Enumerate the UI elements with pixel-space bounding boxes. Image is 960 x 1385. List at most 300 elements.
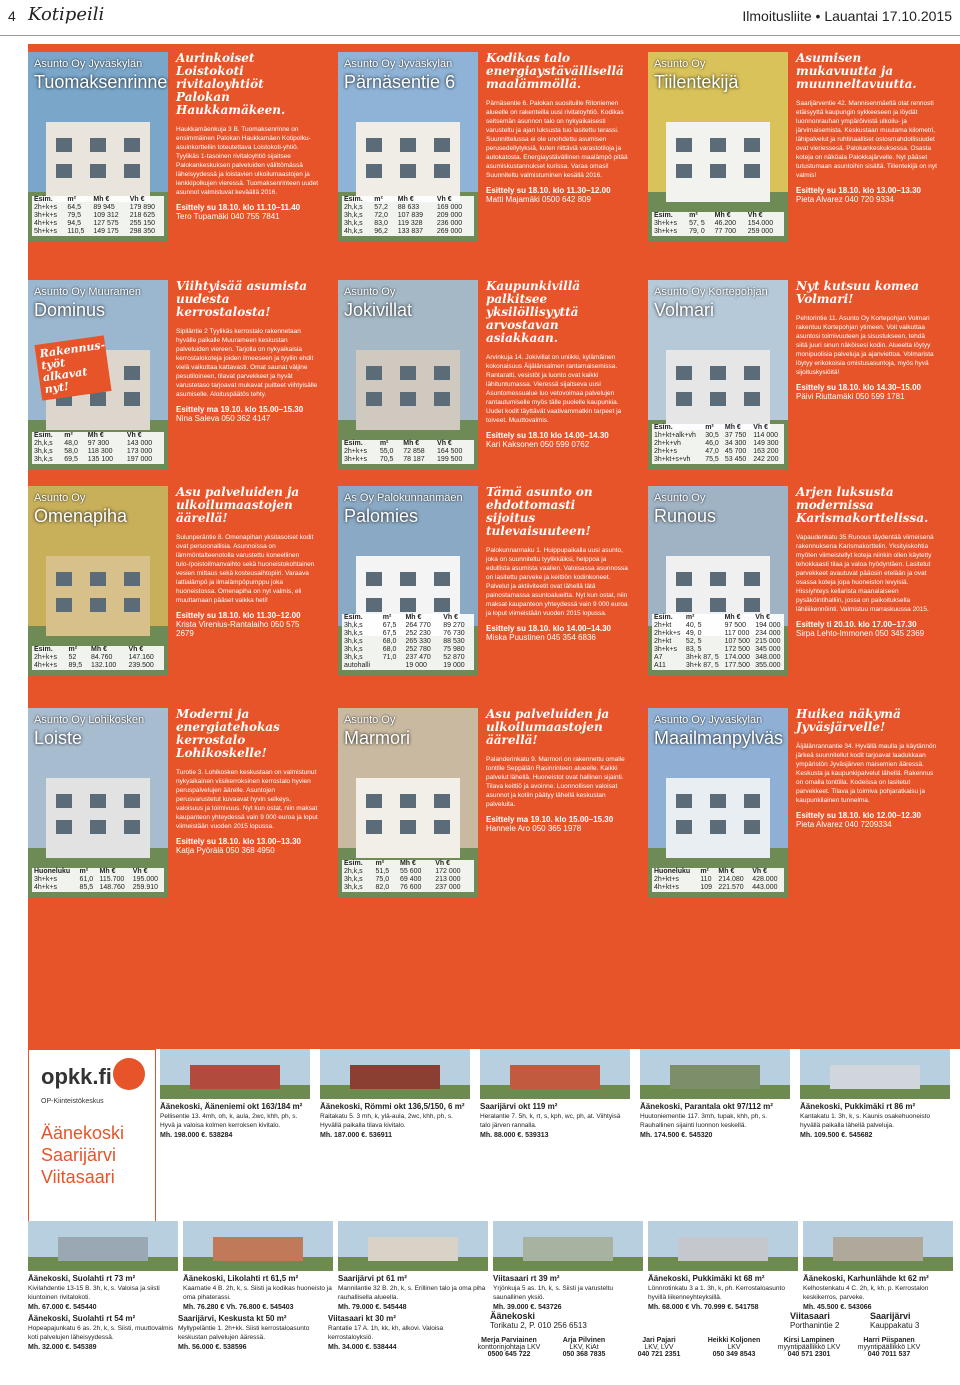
listing-headline: Viihtyisää asumista uudesta kerrostalosta! [176,279,308,319]
table-row [342,440,474,448]
listing [338,52,630,242]
small-ad-price: Mh. 45.500 €. 543066 [803,1304,872,1311]
table-cell: 117 000 [724,630,750,637]
table-cell: 72 858 [403,448,425,455]
table-cell: 174.000 [724,654,750,661]
table-cell: 110 [700,876,712,883]
showing-time: Esittely su 18.10. klo 11.30–12.00 [176,611,301,620]
table-cell: Mh € [714,212,731,219]
table-cell: 46,0 [705,440,719,447]
table-cell: 348.000 [755,654,781,661]
property-name: Loiste [34,728,83,748]
table-row [652,646,784,654]
company-name: Asunto Oy [344,714,396,726]
listing-body: Haukkamäenkuja 3 B. Tuomaksenrinne on ensimmäinen Palokan Haukkamäen Kotipolku-asuinkortteliin toteutettava Loistokoti-yhtiö. Tyylikäs 1-tasoinen rivitaloyhtiö sijaitsee Palokankeskuksen palveluiden välittömässä läheisyydessä ja loistavien ulkoilumaastojen ja lenkkipolkujen vieressä. Tuomaksenrinteen uudet asunnot valmistuvat keväällä 2016. [176,126,319,196]
small-ad-title: Saarijärvi okt 119 m² [480,1102,558,1111]
table-cell: 67,5 [382,622,397,629]
table-cell: 355.000 [755,662,781,669]
table-row [32,876,164,884]
table-cell: 118 300 [87,448,113,455]
table-row [32,646,164,654]
table-cell: 70,5 [379,456,394,463]
table-row [342,204,474,212]
table-cell: 69,5 [64,456,78,463]
price-table [32,196,164,236]
table-cell: Vh € [437,440,452,447]
office-name: Saarijärvi [870,1311,911,1321]
showing-time: Esittely ma 19.10. klo 15.00–15.30 [176,405,304,414]
table-cell: 428.000 [752,876,778,883]
listing [28,52,320,242]
table-row [342,654,474,662]
table-cell: Mh € [718,868,735,875]
listing-info [486,486,628,676]
listing [338,708,630,898]
table-row [652,630,784,638]
small-ad [480,1049,630,1214]
table-cell: 107 500 [724,638,750,645]
table-row [652,440,784,448]
table-cell: 57, 5 [689,220,705,227]
table-cell: 197 000 [126,456,153,463]
listing-body: Vapaudenkatu 35 Runous täydentää viimeisenä rakennuksena Karismakorttelin. Yksityiskohtia myöten viimeistellyt koteja niinkin ollen käytetty tehokkaasti tilaa ja valoa hyödyntäen. Lasitetut parvekkeet avautuvat pääosin etelään ja ovat osassa koteja jopa huoneiston levyisiä. Hissiyhteys kellarista maanalaiseen pysäköintihalliin, jossa on paikoituksella lähiliikennöinti. Valmistuu marraskuussa 2015. [796,534,934,613]
small-ad-title: Saarijärvi, Keskusta kt 50 m² [178,1314,287,1323]
small-ad-body: Huutoniementie 117. 3mh, tupak, khh, ph, s. Rauhallinen sijainti luonnon keskellä. [640,1113,768,1129]
table-cell: 55 600 [399,868,422,875]
table-cell: 75,5 [705,456,719,463]
table-cell: m² [64,432,73,439]
table-cell: Esim. [654,614,673,621]
agent-contact: Hannele Aro 050 365 1978 [486,824,582,833]
office [490,1311,587,1330]
table-cell: 269 000 [436,228,463,235]
table-cell: Huoneluku [34,868,71,875]
table-cell: 89 945 [93,204,115,211]
table-cell: m² [79,868,89,875]
small-ad-title: Äänekoski, Ääneniemi okt 163/184 m² [160,1102,303,1111]
table-cell: 19 000 [443,662,465,669]
table-cell: 242 200 [753,456,779,463]
small-ad-title: Äänekoski, Pukkimäki kt 68 m² [648,1274,765,1283]
showing-time: Esittely su 18.10. klo 14.00–14.30 [486,624,611,633]
small-ad-price: Mh. 68.000 € Vh. 70.999 €. 541758 [648,1304,759,1311]
table-cell: Vh € [132,868,148,875]
table-cell: 259.910 [132,884,159,891]
table-cell: 96,2 [374,228,388,235]
contact-phone: 0500 645 722 [487,1351,531,1358]
agent-contact: Sirpa Lehto-Immonen 050 345 2369 [796,629,925,638]
small-ad-photo [160,1049,310,1099]
table-cell: Esim. [654,424,673,431]
small-ad-price: Mh. 76.280 € Vh. 76.800 €. 545403 [183,1304,294,1311]
small-ad [160,1049,310,1214]
table-cell: 2h+k+s [654,448,677,455]
table-cell: 4h+kt+s [654,884,679,891]
table-cell: 37 750 [724,432,747,439]
house-image [493,1221,643,1271]
table-cell: 68,0 [382,638,397,645]
table-cell: Vh € [752,868,767,875]
table-cell: 3h+k+s [654,220,677,227]
table-row [342,456,474,464]
table-cell: 2h+kk+s [654,630,681,637]
house-image [320,1049,470,1099]
listing-body: Pehtorintie 11. Asunto Oy Kortepohjan Volmari rakentuu Kortepohjan ytimeen. Voit vaikuttaa asuntosi toimivuuteen ja sisustukseen, tehdä siitä juuri sinun näköisesi kodin. Alueelta löytyy monipuolisia palveluja ja ajanviettoa. Volmarista löytyy erikokoisia omistusasuntoja, myös hyvä sijoituskysiöitä! [796,315,934,376]
table-cell: Esim. [34,432,53,439]
table-row [342,448,474,456]
price-table [342,614,474,670]
table-cell: Huoneluku [654,868,691,875]
table-cell: 172 500 [724,646,750,653]
listing-headline: Asu palveluiden ja ulkoilumaastojen äärellä! [176,485,300,525]
contact-phone: 050 349 8543 [712,1351,756,1358]
contact-title: myyntipäällikkö LKV [857,1344,921,1351]
table-cell: m² [705,424,714,431]
small-ad-price: Mh. 34.000 €. 538444 [328,1344,397,1351]
table-cell: 3h,k,s [344,212,363,219]
listing-body: Sulunperäntie 8. Omenapihan yksitasoiset kodit ovat persoonallisia. Asunnoissa on lämmöntalteenotolla varustettu koneellinen tulo-/poistoilmanvaihto sekä huoneistokohtainen vesien mittaus sekä kosteusaihtopiiri. Varaava lattialämpö ja ilmalämpöpumppu joka huoneistossa. Omenapiha on nyt valmis, eli muuttamaan pääset vaikka heti! [176,534,315,604]
contact-phone: 040 571 2301 [787,1351,831,1358]
price-table [342,860,474,892]
table-cell: Vh € [436,196,452,203]
small-ad-title: Äänekoski, Römmi okt 136,5/150, 6 m² [320,1102,465,1111]
price-table [652,868,784,892]
small-ad-title: Viitasaari kt 30 m² [328,1314,396,1323]
table-cell: 58,0 [64,448,78,455]
table-cell: 119 328 [397,220,423,227]
table-cell: m² [700,868,709,875]
table-cell: A11 [654,662,666,669]
table-cell: Esim. [344,196,363,203]
opk-subtitle: OP-Kiinteistökeskus [41,1098,104,1105]
table-row [32,448,164,456]
small-ad-body: Kantakatu 1. 3h, k, s. Kaunis osakehuoneisto hyvällä paikalla lähellä palveluja. [800,1113,931,1129]
contact-card [695,1337,773,1358]
small-ad-photo [803,1221,953,1271]
table-cell: 3h,k,s [344,622,363,629]
property-name: Palomies [344,506,419,526]
listing-headline: Kaupunkivillä palkitsee yksilöllisyyttä arvostavan asiakkaan. [486,279,581,345]
small-ad-photo [338,1221,488,1271]
small-ad-title: Äänekoski, Suolahti rt 54 m² [28,1314,136,1323]
listing-info [176,52,318,242]
small-ad-body: Myllypeläntie 1. 2h+kk. Siisti kerrostaloasunto keskustan palvelujen ääressä. [178,1325,310,1341]
table-row [652,662,784,670]
listing [648,52,940,242]
table-row [342,228,474,236]
property-name: Runous [654,506,717,526]
table-cell: 443.000 [752,884,778,891]
table-cell: 2h,k,s [344,204,363,211]
table-cell: 1h+kt+alk+vh [654,432,696,439]
listing [648,486,940,676]
table-cell: 2h+k+s [344,448,367,455]
price-table [342,440,474,464]
small-ad-photo [493,1221,643,1271]
table-cell: m² [685,614,695,621]
contact-title: LKV, KiAt [569,1344,599,1351]
table-row [32,662,164,670]
table-cell: 195.000 [132,876,159,883]
table-row [342,868,474,876]
price-table [32,646,164,670]
table-cell: 237 470 [405,654,431,661]
table-cell: m² [68,646,78,653]
table-cell: 89,5 [68,662,83,669]
property-name: Volmari [654,300,715,320]
agent-contact: Päivi Riuttamäki 050 599 1781 [796,392,905,401]
small-ad [338,1221,488,1309]
table-row [652,638,784,646]
table-row [652,448,784,456]
table-cell: autohalli [344,662,371,669]
small-ad-price: Mh. 32.000 €. 545389 [28,1344,97,1351]
agent-contact: Tero Tupamäki 040 755 7841 [176,212,280,221]
small-ad-body: Kelhostenkatu 4 C. 2h, k, kh, p. Kerrostalon keskikerros, parveke. [803,1285,929,1301]
house-image [800,1049,950,1099]
table-cell: Esim. [344,440,363,447]
house-image [803,1221,953,1271]
opk-brand-box [28,1049,156,1224]
table-cell: Esim. [34,646,53,653]
table-cell: 57,2 [374,204,388,211]
table-row [342,220,474,228]
listing [28,486,320,676]
table-cell: 255 150 [129,220,155,227]
table-cell: m² [379,440,389,447]
table-cell: 89 270 [443,622,465,629]
table-cell: 169 000 [436,204,463,211]
listing-body: Turotie 3. Lohikosken keskustaan on valmistunut nykyaikainen viisikerroksinen kerrostalo hyvien peruspalvelujen äärelle. Asuntojen perusvarustetut kuvaavat hyvin selkeys, valoisuus ja toimivuus. Nyt kun ostat, niin maksat kaupanteon yhteydessä vain 9 000 euroa ja loput viimeistään vuoden 2015 lopussa. [176,769,318,830]
agent-contact: Katja Pyörälä 050 368 4950 [176,846,275,855]
table-cell: Mh € [399,860,416,867]
listing-headline: Aurinkoiset Loistokoti rivitaloyhtiöt Palokan Haukkamäkeen. [176,51,286,117]
opk-mark-icon [113,1058,145,1090]
table-cell: Mh € [405,614,422,621]
small-ad [328,1311,478,1383]
table-cell: 75 980 [443,646,465,653]
small-ad-price: Mh. 79.000 €. 545448 [338,1304,407,1311]
table-cell: 237 000 [435,884,461,891]
table-cell: 97 300 [87,440,110,447]
table-cell: 2h+kt [654,622,672,629]
table-row [652,614,784,622]
table-cell: 149 175 [93,228,119,235]
table-cell: m² [689,212,698,219]
company-name: Asunto Oy [34,492,86,504]
table-cell: Mh € [99,868,116,875]
small-ad-photo [320,1049,470,1099]
small-ad-price: Mh. 187.000 €. 536911 [320,1132,392,1139]
table-cell: 3h+k+s [654,646,677,653]
showing-time: Esittely su 18.10 klo 14.00–14.30 [486,431,609,440]
table-cell: 115.700 [99,876,125,883]
table-row [32,868,164,876]
small-ad-price: Mh. 109.500 €. 545682 [800,1132,873,1139]
showing-time: Esittely su 18.10. klo 11.30–12.00 [486,186,611,195]
table-cell: 3h+k+s [34,212,57,219]
table-row [32,228,164,236]
table-cell: Vh € [128,646,144,653]
office-name: Viitasaari [790,1311,830,1321]
company-name: Asunto Oy [654,492,706,504]
table-cell: 61,0 [79,876,94,883]
contact-name: Heikki Koljonen [707,1337,761,1344]
table-row [652,868,784,876]
office [870,1311,919,1330]
table-cell: 265 330 [405,638,431,645]
table-cell: 67,5 [382,630,397,637]
table-cell [381,662,404,670]
table-cell: 172 000 [435,868,461,875]
listing-info [486,52,628,242]
table-cell: 109 [700,884,712,891]
table-cell: m² [375,860,385,867]
table-cell: 88 633 [397,204,420,211]
small-ad-title: Äänekoski, Suolahti rt 73 m² [28,1274,136,1283]
table-cell: 239.500 [128,662,154,669]
small-ad-body: Pellisentie 13. 4mh, oh, k, aula, 2wc, khh, ph, s. Hyvä ja valoisa kolmen kerroksen kivitalo. [160,1113,298,1129]
small-ad-photo [640,1049,790,1099]
table-row [32,212,164,220]
table-cell: Mh € [93,196,110,203]
table-cell: 85,5 [79,884,94,891]
listing-info [796,708,938,898]
small-ad [648,1221,798,1309]
table-row [32,440,164,448]
table-cell: 173 000 [126,448,153,455]
table-cell: Vh € [443,614,459,621]
table-cell: 3h+k+s [344,456,367,463]
small-ad-title: Viitasaari rt 39 m² [493,1274,560,1283]
table-cell: A7 [654,654,663,661]
price-table [342,196,474,236]
table-cell: 3h+k+s [654,228,677,235]
contact-name: Kirsi Lampinen [783,1337,835,1344]
table-row [342,884,474,892]
table-cell: 2h+k+s [34,204,57,211]
table-cell: 5h+k+s [34,228,57,235]
table-row [652,876,784,884]
table-cell: Vh € [435,860,451,867]
agent-contact: Matti Majamäki 0500 642 809 [486,195,591,204]
table-cell: 179 890 [129,204,155,211]
table-cell: 345 000 [755,646,781,653]
table-cell: 30,5 [705,432,719,439]
contact-card [770,1337,848,1358]
listing-info [796,52,938,242]
table-cell: 132.100 [91,662,117,669]
small-ad-body: Hopeapajunkatu 6 as. 2h, k, s. Siisti, muuttovalmis koti palvelujen läheisyydessä. [28,1325,174,1341]
page-number: 4 [8,8,16,24]
table-cell: 79,5 [67,212,82,219]
agent-contact: Miska Puustinen 045 354 6836 [486,633,596,642]
table-row [652,212,784,220]
small-ads-section [0,1049,960,1385]
small-ad-photo [648,1221,798,1271]
table-cell: 147.160 [128,654,154,661]
table-cell: Mh € [397,196,414,203]
table-row [32,204,164,212]
office-address: Porthanintie 2 [790,1321,840,1330]
table-cell: 46.200 [714,220,737,227]
small-ad-body: Mannilantie 32 B. 2h, k, s. Erillinen talo ja oma piha rauhallisella alueella. [338,1285,486,1301]
agent-contact: Pieta Alvarez 040 720 9334 [796,195,894,204]
table-cell: 164 500 [437,448,463,455]
showing-time: Esittely su 18.10. klo 11.10–11.40 [176,203,301,212]
price-table [32,432,164,464]
table-cell: 88 530 [443,638,465,645]
table-cell: 218 625 [129,212,155,219]
opk-towns [41,1122,124,1188]
table-row [32,432,164,440]
table-cell: Vh € [129,196,145,203]
property-name: Jokivillat [344,300,413,320]
table-cell: m² [67,196,76,203]
opk-logo: opkk.fi [41,1064,112,1089]
price-table [652,212,784,236]
table-cell: 94,5 [67,220,82,227]
table-row [652,456,784,464]
table-cell: Vh € [126,432,142,439]
small-ad [28,1221,178,1309]
small-ad [183,1221,333,1309]
table-row [342,638,474,646]
table-cell: 52 870 [443,654,465,661]
table-cell: 215 000 [755,638,781,645]
contact-title: konttorinjohtaja LKV [477,1344,541,1351]
table-cell: m² [374,196,383,203]
listing-headline: Arjen luksusta modernissa Karismakorttelissa. [796,485,929,525]
publication-logo: Kotipeili [28,4,105,25]
listing [338,486,630,676]
table-cell: 209 000 [436,212,463,219]
table-cell: Mh € [91,646,107,653]
table-cell: 78 187 [403,456,425,463]
small-ad-title: Äänekoski, Likolahti rt 61,5 m² [183,1274,299,1283]
table-cell: 77 700 [714,228,737,235]
table-cell: 264 770 [405,622,431,629]
table-cell: 109 312 [93,212,119,219]
listing-body: Arvinkuja 14. Jokivillat on uniikki, kylämäinen kokonaisuus Äijälänsalmen rantamaisemissa. Rantaratti, vesistöt ja luonto ovat kaikki lähituntumassa. Vieressä sijaitseva uusi Asuntomessualue luo vetovoimaa palvelujen rantautumiselle myös tälle puolelle kaupunkia. Uudet kodit täyttävät vaativammatkin tarpeet ja toiveet. Muuttovalmis. [486,354,622,424]
table-cell: 163 200 [753,448,779,455]
table-cell: Mh € [724,614,741,621]
table-cell: 34 300 [724,440,747,447]
table-cell: 2h+k+vh [654,440,681,447]
table-cell: 53 450 [724,456,747,463]
house-image [480,1049,630,1099]
table-cell: 52 [68,654,77,661]
table-cell: 4h+k+s [34,884,57,891]
table-cell: 107 839 [397,212,424,219]
small-ad-price: Mh. 67.000 €. 545440 [28,1304,97,1311]
promo-badge: Rakennustyöt alkavat nyt! [34,335,111,400]
table-cell: 84.760 [91,654,113,661]
house-image [648,1221,798,1271]
listing-info [796,280,938,470]
table-cell: 76 730 [443,630,465,637]
table-cell: 72,0 [374,212,388,219]
price-table [652,614,784,670]
contact-title: LKV, LVV [644,1344,674,1351]
table-cell: Vh € [755,614,771,621]
showing-time: Esittely ti 20.10. klo 17.00–17.30 [796,620,917,629]
small-ad-body: Raitakatu 5. 3 mh, k, ylä-aula, 2wc, khh, ph, s. Hyvällä paikalla tilava kivitalo. [320,1113,453,1129]
property-name: Marmori [344,728,410,748]
contact-title: LKV [727,1344,741,1351]
table-cell: 52, 5 [685,638,702,645]
table-cell: 2h+kt [654,638,672,645]
